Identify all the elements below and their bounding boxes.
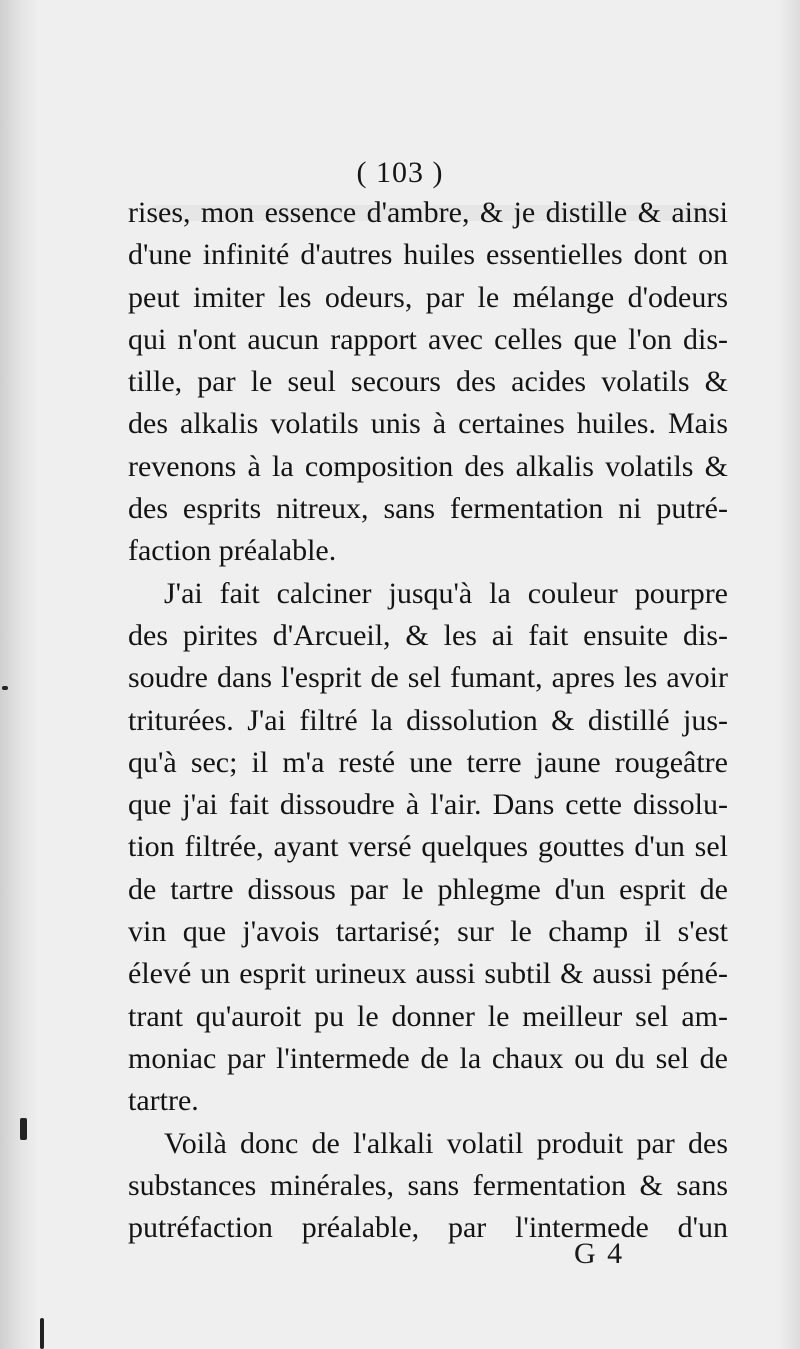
text-line: des alkalis volatils unis à certaines huiles. Mais <box>128 407 728 441</box>
text-line: peut imiter les odeurs, par le mélange d'odeurs <box>128 280 728 314</box>
text-line: substances minérales, sans fermentation & sans <box>128 1168 728 1202</box>
paragraph-start-line: Voilà donc de l'alkali volatil produit par des <box>164 1126 728 1160</box>
text-line: tille, par le seul secours des acides volatils & <box>128 365 728 399</box>
text-line: vin que j'avois tartarisé; sur le champ il s'est <box>128 915 728 949</box>
text-line: des esprits nitreux, sans fermentation ni putré- <box>128 492 728 526</box>
text-line: triturées. J'ai filtré la dissolution & distillé jus- <box>128 703 728 737</box>
body-text <box>128 192 728 1249</box>
text-line: de tartre dissous par le phlegme d'un esprit de <box>128 872 728 906</box>
text-line: moniac par l'intermede de la chaux ou du sel de <box>128 1041 728 1075</box>
text-line: rises, mon essence d'ambre, & je distille & ainsi <box>128 196 728 229</box>
text-line: élevé un esprit urineux aussi subtil & aussi péné- <box>128 957 728 991</box>
binding-shadow <box>0 0 38 1349</box>
text-line: tion filtrée, ayant versé quelques gouttes d'un sel <box>128 830 728 864</box>
text-line: faction préalable. <box>128 534 337 568</box>
signature-mark: G 4 <box>574 1237 625 1270</box>
page-number-header: ( 103 ) <box>356 156 444 189</box>
text-line: des pirites d'Arcueil, & les ai fait ensuite dis- <box>128 618 728 652</box>
text-line: que j'ai fait dissoudre à l'air. Dans cette dissolu- <box>128 788 728 822</box>
text-line: putréfaction préalable, par l'intermede d'un <box>128 1211 728 1245</box>
ink-speck <box>40 1318 44 1349</box>
text-line: revenons à la composition des alkalis volatils & <box>128 449 728 483</box>
ink-speck <box>20 1118 27 1140</box>
text-line: soudre dans l'esprit de sel fumant, apres les avoir <box>128 661 728 695</box>
text-line: trant qu'auroit pu le donner le meilleur sel am- <box>128 999 728 1033</box>
text-line: d'une infinité d'autres huiles essentielles dont on <box>128 238 728 272</box>
text-line: qui n'ont aucun rapport avec celles que l'on dis- <box>128 322 728 356</box>
page-edge-shadow <box>778 0 800 1349</box>
paragraph-start-line: J'ai fait calciner jusqu'à la couleur pourpre <box>164 576 728 610</box>
text-line: qu'à sec; il m'a resté une terre jaune rougeâtre <box>128 745 728 779</box>
text-line: tartre. <box>128 1084 199 1118</box>
ink-speck <box>2 686 8 690</box>
